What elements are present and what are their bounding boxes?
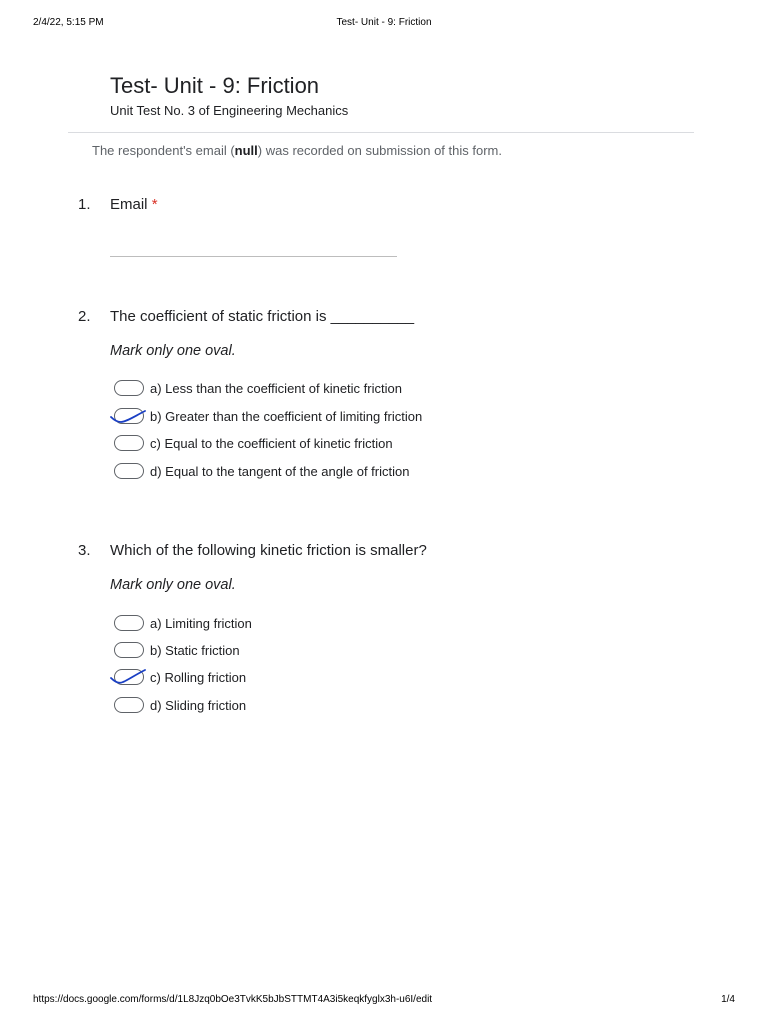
radio-oval[interactable] xyxy=(114,435,144,451)
print-page-number: 1/4 xyxy=(721,994,735,1005)
radio-oval[interactable] xyxy=(114,615,144,631)
form-description: Unit Test No. 3 of Engineering Mechanics xyxy=(110,103,349,118)
notice-text-before: The respondent's email ( xyxy=(92,143,235,158)
question-number: 3. xyxy=(78,542,91,559)
radio-oval[interactable] xyxy=(114,463,144,479)
required-mark: * xyxy=(151,196,158,213)
option-label: a) Limiting friction xyxy=(150,615,252,631)
question-instruction: Mark only one oval. xyxy=(110,343,236,359)
radio-oval[interactable] xyxy=(114,669,144,685)
question-instruction: Mark only one oval. xyxy=(110,577,236,593)
option-label: b) Greater than the coefficient of limiting friction xyxy=(150,408,423,424)
option-label: a) Less than the coefficient of kinetic friction xyxy=(150,380,402,396)
question-number: 1. xyxy=(78,196,91,213)
option-a[interactable] xyxy=(114,379,402,397)
option-c[interactable] xyxy=(114,668,246,686)
option-d[interactable] xyxy=(114,696,246,714)
handwritten-check-icon xyxy=(109,403,151,429)
notice-text-after: ) was recorded on submission of this form. xyxy=(257,143,502,158)
option-label: c) Equal to the coefficient of kinetic friction xyxy=(150,435,393,451)
option-b[interactable] xyxy=(114,641,240,659)
question-number: 2. xyxy=(78,308,91,325)
question-text: Which of the following kinetic friction is smaller? xyxy=(110,542,427,559)
radio-oval[interactable] xyxy=(114,380,144,396)
print-title: Test- Unit - 9: Friction xyxy=(336,17,432,28)
radio-oval[interactable] xyxy=(114,642,144,658)
email-input-line[interactable] xyxy=(110,256,397,257)
print-url: https://docs.google.com/forms/d/1L8Jzq0bOe3TvkK5bJbSTTMT4A3i5keqkfyglx3h-u6I/edit xyxy=(33,994,433,1005)
radio-oval[interactable] xyxy=(114,408,144,424)
form-title: Test- Unit - 9: Friction xyxy=(110,73,320,98)
option-label: d) Sliding friction xyxy=(150,697,247,713)
option-label: c) Rolling friction xyxy=(150,669,247,685)
radio-oval[interactable] xyxy=(114,697,144,713)
question-label: Email xyxy=(110,196,148,213)
notice-email-value: null xyxy=(234,143,258,158)
email-notice xyxy=(92,143,502,158)
handwritten-check-icon xyxy=(109,664,151,690)
question-text: The coefficient of static friction is __________ xyxy=(110,308,415,325)
option-label: d) Equal to the tangent of the angle of friction xyxy=(150,463,410,479)
question-text xyxy=(110,196,158,213)
option-a[interactable] xyxy=(114,614,252,632)
option-b[interactable] xyxy=(114,407,422,425)
print-datetime: 2/4/22, 5:15 PM xyxy=(33,17,104,28)
option-d[interactable] xyxy=(114,462,409,480)
option-label: b) Static friction xyxy=(150,642,240,658)
header-divider xyxy=(68,132,694,133)
option-c[interactable] xyxy=(114,434,393,452)
